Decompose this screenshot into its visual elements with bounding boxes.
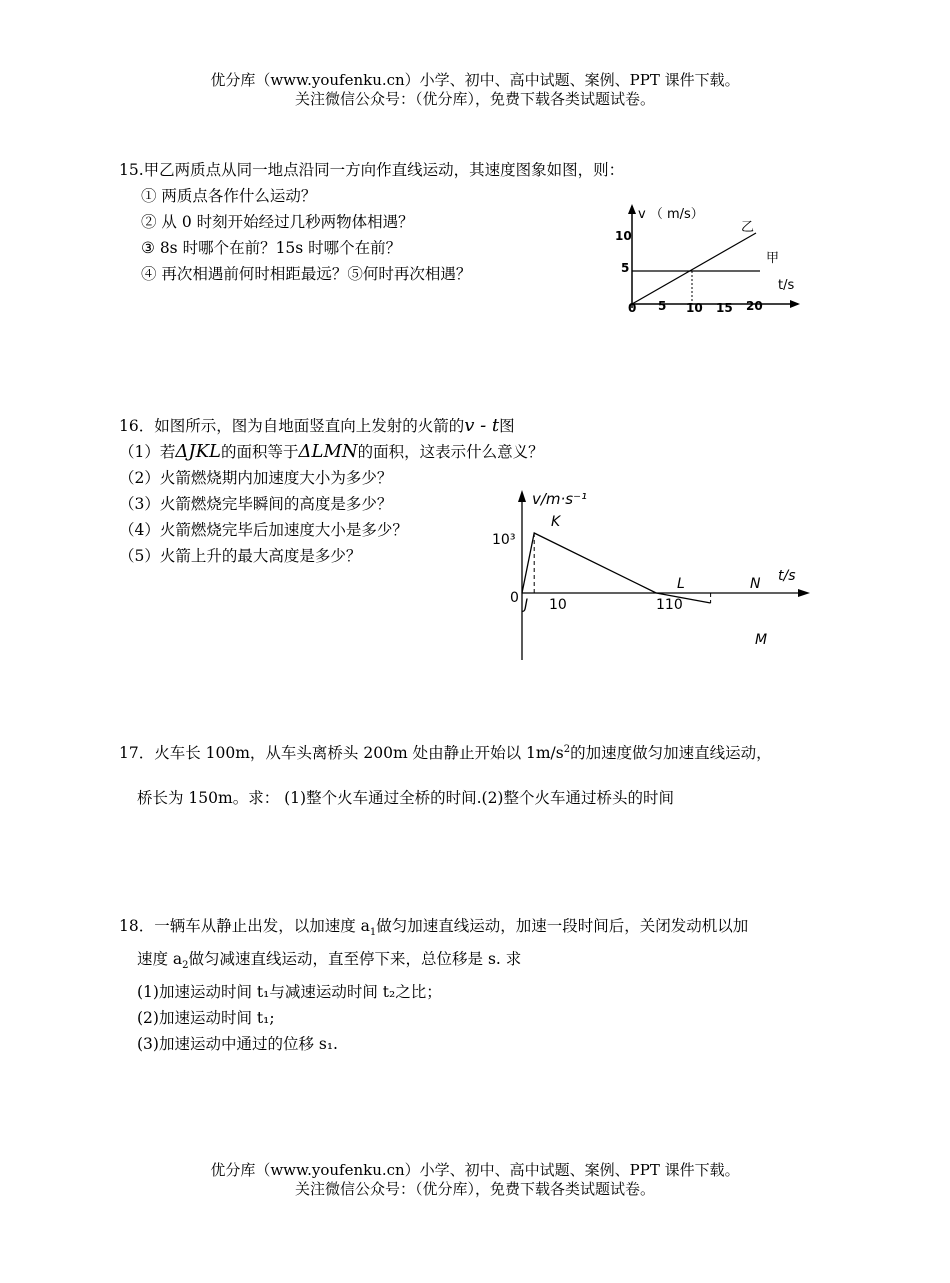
graph15-y-arrow <box>628 204 636 214</box>
q18-item-1: (1)加速运动时间 t₁与减速运动时间 t₂之比； <box>137 983 442 1002</box>
graph-15 <box>612 200 812 325</box>
page-footer <box>0 1161 950 1199</box>
q17-line-2: 桥长为 150m。求： (1)整个火车通过全桥的时间.(2)整个火车通过桥头的时间 <box>137 789 674 808</box>
q16-triangle-jkl: ΔJKL <box>175 441 221 462</box>
graph16-y-arrow <box>518 490 526 502</box>
graph16-ytick-1000: 10³ <box>492 532 516 548</box>
q15-item-3: ③ 8s 时哪个在前？15s 时哪个在前？ <box>141 239 402 257</box>
graph16-point-m: M <box>755 632 768 648</box>
header-line-1: 优分库（www.youfenku.cn）小学、初中、高中试题、案例、PPT 课件下载。 <box>210 71 740 89</box>
graph15-xtick-15: 15 <box>716 301 733 315</box>
graph16-xtick-110: 110 <box>656 597 683 613</box>
q16-triangle-lmn: ΔLMN <box>298 441 358 462</box>
q17-line-1: 17．火车长 100m，从车头离桥头 200m 处由静止开始以 $1m/s^2$的加速度做匀加速直线运动， <box>119 744 772 763</box>
graph15-ytick-5: 5 <box>621 261 630 275</box>
graph16-point-k: K <box>551 514 561 530</box>
q18-item-3: (3)加速运动中通过的位移 s₁. <box>137 1035 338 1054</box>
graph16-origin: 0 <box>510 590 519 606</box>
graph16-xlabel: t/s <box>778 568 796 584</box>
q16-item-4: （4）火箭燃烧完毕后加速度大小是多少？ <box>119 521 408 539</box>
footer-line-2: 关注微信公众号：（优分库），免费下载各类试题试卷。 <box>294 1180 655 1198</box>
graph15-x-arrow <box>790 300 800 308</box>
q16-item-5: （5）火箭上升的最大高度是多少？ <box>119 547 362 565</box>
q18-line-2: 速度 $a_2$做匀减速直线运动，直至停下来，总位移是 s. 求 <box>137 950 522 972</box>
question-17 <box>119 736 849 812</box>
graph16-point-n: N <box>750 576 761 592</box>
q15-item-2: ② 从 0 时刻开始经过几秒两物体相遇？ <box>141 213 414 231</box>
graph15-label-yi: 乙 <box>741 220 755 235</box>
question-18 <box>119 913 849 1057</box>
graph15-ytick-10: 10 <box>615 229 632 243</box>
graph15-xtick-10: 10 <box>686 301 703 315</box>
q16-stem-math: v - t <box>464 415 500 436</box>
page-header <box>0 71 950 109</box>
q15-item-1: ① 两质点各作什么运动？ <box>141 187 317 205</box>
q16-stem: 16．如图所示，图为自地面竖直向上发射的火箭的v - t图 <box>119 415 515 436</box>
graph15-series-yi <box>632 233 756 304</box>
graph16-x-arrow <box>798 589 810 597</box>
graph16-xtick-10: 10 <box>549 597 567 613</box>
graph15-xlabel: t/s <box>778 278 795 293</box>
q18-line-1: 18．一辆车从静止出发，以加速度 $a_1$做匀加速直线运动，加速一段时间后，关闭发动机以加 <box>119 917 749 939</box>
graph15-label-jia: 甲 <box>766 251 780 266</box>
graph15-xtick-20: 20 <box>746 299 763 313</box>
graph16-point-l: L <box>677 576 685 592</box>
header-line-2: 关注微信公众号：（优分库），免费下载各类试题试卷。 <box>294 90 655 108</box>
graph-16 <box>490 484 820 664</box>
q15-item-4: ④ 再次相遇前何时相距最远？⑤何时再次相遇？ <box>141 265 472 283</box>
q16-item-3: （3）火箭燃烧完毕瞬间的高度是多少？ <box>119 495 393 513</box>
q15-stem: 15.甲乙两质点从同一地点沿同一方向作直线运动，其速度图象如图，则： <box>119 161 625 179</box>
question-15 <box>119 157 639 287</box>
footer-line-1: 优分库（www.youfenku.cn）小学、初中、高中试题、案例、PPT 课件下载。 <box>210 1161 740 1179</box>
q16-item-2: （2）火箭燃烧期内加速度大小为多少？ <box>119 469 393 487</box>
graph15-xtick-0: 0 <box>628 301 637 315</box>
graph16-point-j: J <box>524 597 529 613</box>
graph16-ylabel: v/m·s⁻¹ <box>532 490 588 508</box>
graph15-ylabel: v （ m/s） <box>638 207 704 222</box>
graph15-xtick-5: 5 <box>658 299 667 313</box>
q18-item-2: (2)加速运动时间 t₁; <box>137 1009 275 1028</box>
q16-item-1: （1）若ΔJKL的面积等于ΔLMN的面积，这表示什么意义？ <box>119 441 544 462</box>
graph16-line-jkl <box>522 533 656 593</box>
